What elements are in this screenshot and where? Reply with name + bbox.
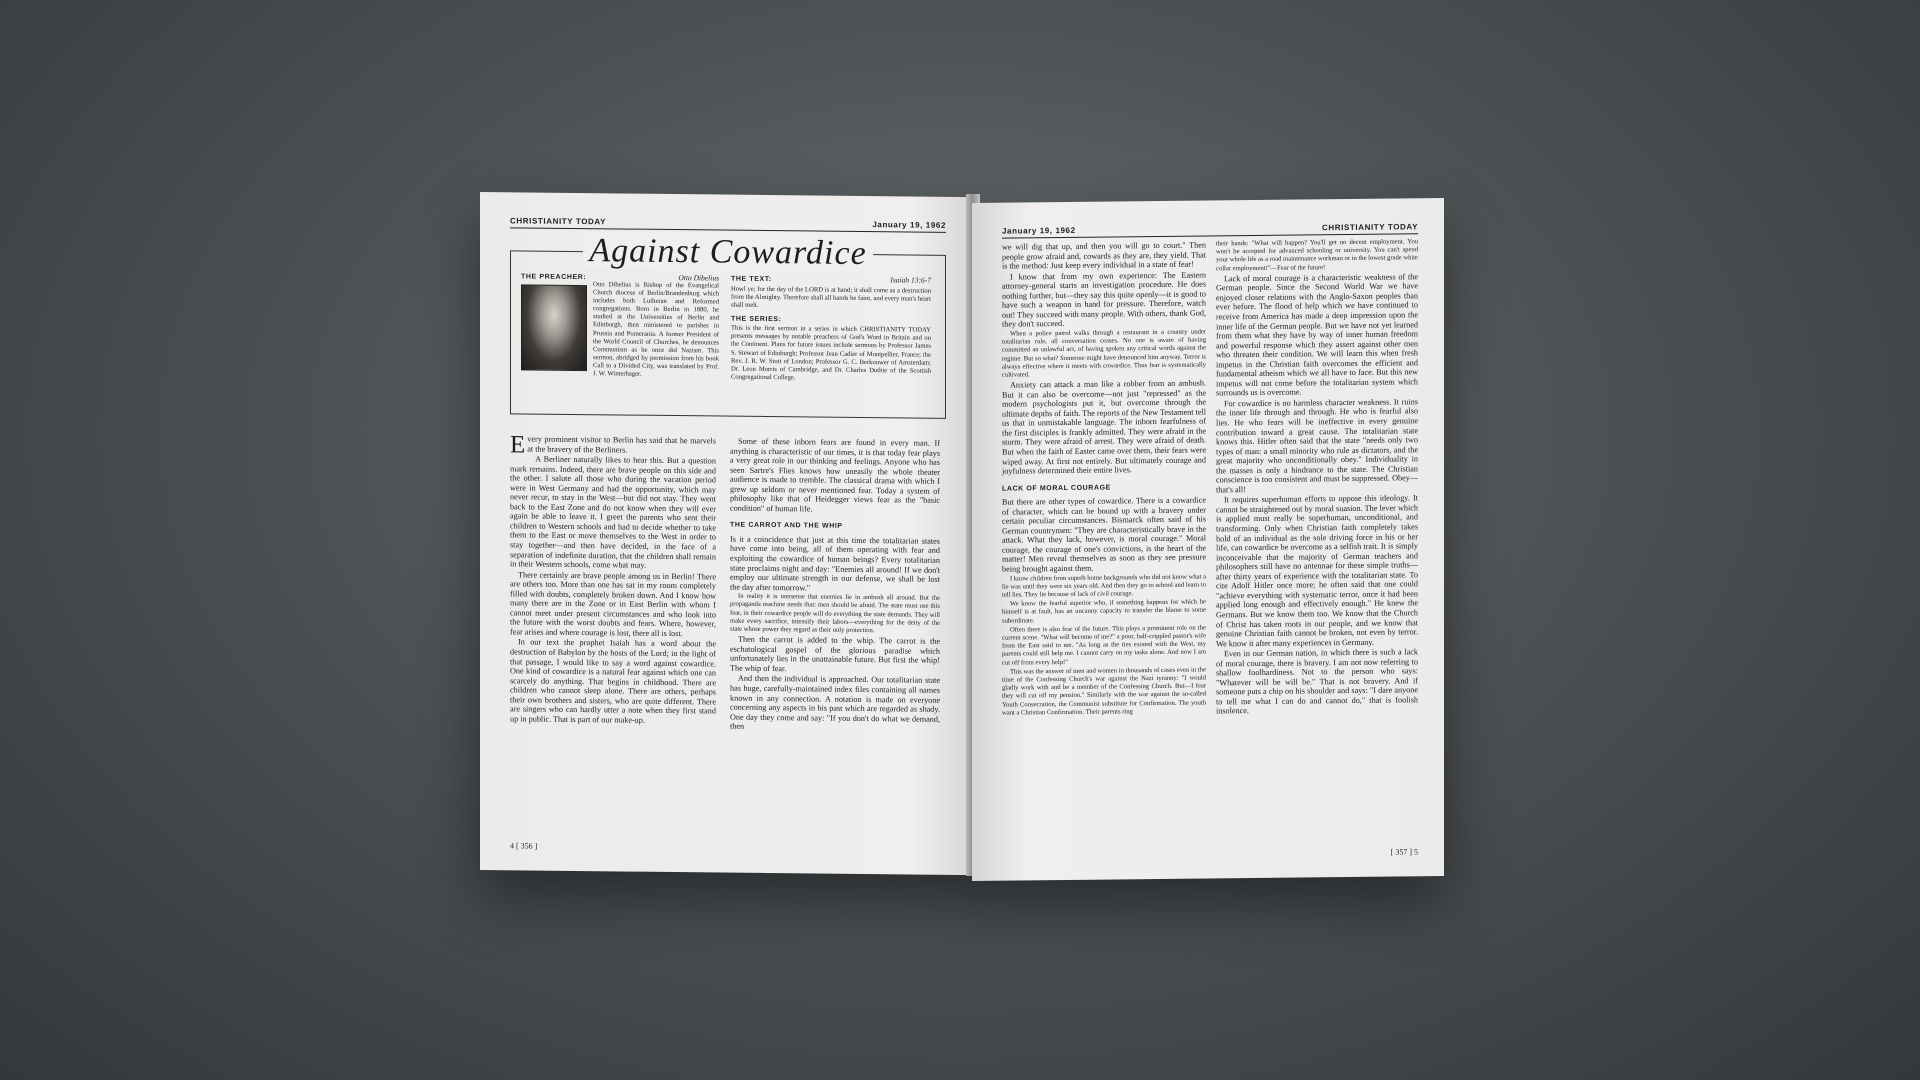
body-paragraph: In our text the prophet Isaiah has a word about the destruction of Babylon by the hosts of the Lord; in the light of that passage, I would like to say a word against cowardice. One kind of cowardice is a natural fear against which one can scarcely do anything. That begins in childhood. There are children who cannot sleep alone. There are others, perhaps their own brothers and sisters, who are quite different. There are singers who can hardly utter a note when they first stand up in public. That is part of our make-up. <box>510 637 716 725</box>
magazine-spread <box>480 192 1444 870</box>
preacher-section <box>521 271 719 379</box>
scripture-reference: Isaiah 13:6-7 <box>890 275 931 285</box>
preacher-bio: Otto Dibelius is Bishop of the Evangelical Church diocese of Berlin/Brandenburg which includes both Lutheran and Reformed congregations. Born in Berlin in 1880, he studied at the Universities of Berlin and Edinburgh, then ministered to parishes in Prussia and Pomerania. A former President of the World Council of Churches, he denounces Communism as he once did Nazism. This sermon, abridged by permission from his book Call to a Divided City, was translated by Prof. J. W. Winterhager. <box>593 281 719 378</box>
series-label: THE SERIES: <box>731 315 782 324</box>
small-paragraph: In reality it is nonsense that enemies lie in ambush all around. But the propaganda machine needs that: men should be afraid. The state must use this fear, in their cowardice people will do everything the state demands. They will make every sacrifice, intensify their labors—everything for the deity of the state whose power they regard as their only protection. <box>730 592 940 635</box>
right-page <box>972 198 1444 881</box>
right-column-2 <box>1216 238 1418 717</box>
section-heading: THE CARROT AND THE WHIP <box>730 521 843 531</box>
drop-cap: E <box>510 431 526 459</box>
left-column-2 <box>730 437 940 735</box>
body-paragraph: we will dig that up, and then you will go to court." Then people grow afraid and, cowards as they are, they yield. That is the method: Just keep every individual in a state of fear! <box>1002 240 1206 271</box>
body-paragraph: And then the individual is approached. Our totalitarian state has huge, carefully-maintained index files containing all names known in any connection. A notation is made on everyone concerning any aspects in his past which are regarded as shady. One day they come and say: "If you don't do what we demand, then <box>730 674 940 731</box>
body-paragraph: Then the carrot is added to the whip. The carrot is the eschatological gospel of the glorious paradise which unfortunately lies in the unattainable future. But first the whip! The whip of fear. <box>730 634 940 674</box>
small-paragraph: I know children from superb home backgrounds who did not know what a lie was until they were six years old. And then they go to school and learn to tell lies. They lie because of lack of civil courage. <box>1002 573 1206 599</box>
body-paragraph: A Berliner naturally likes to hear this. But a question mark remains. Indeed, there are brave people on this side and the other. I salute all those who during the vacation period were in West Germany and had the opportunity, which may never recur, to stay in the West—but did not stay. They went back to the East Zone and do not know when they will ever again be able to leave it. I greet the parents who sent their children to Western schools and had to decide whether to take them to the East or move themselves to the West in order to stay together—and then have decided, in the face of a separation of indefinite duration, that the children shall remain in their Western schools, come what may. <box>510 454 716 570</box>
small-paragraph: We know the fearful superior who, if something happens for which he himself is at fault, has an uncanny capacity to transfer the blame to some subordinate. <box>1002 598 1206 625</box>
issue-date: January 19, 1962 <box>1002 225 1076 236</box>
small-paragraph: This was the answer of men and women in thousands of cases even in the time of the Confessing Church's war against the Nazi tyranny: "I would gladly work with and be a member of the Confessing Church. But—I fear they will cut off my pension." Similarly with the war against the so-called Youth Consecration, the Communist substitute for Confirmation. The youth want a Christian Confirmation. Their parents ring <box>1002 666 1206 717</box>
body-paragraph: There certainly are brave people among us in Berlin! There are others too. More than one has sat in my room completely filled with doubts, completely broken down. And I know how many there are in the Zone or in East Berlin with whom I cannot meet under present circumstances and who look into the future with the worst doubts and fears. Where, however, fear arises and where courage is lost, there all is lost. <box>510 570 716 639</box>
body-paragraph: very prominent visitor to Berlin has said that he marvels at the bravery of the Berliners. <box>527 434 716 455</box>
body-paragraph: Some of these inborn fears are found in every man. If anything is characteristic of our times, it is that today fear plays a very great role in our thinking and feelings. Anyone who has seen Sartre's Flies knows how uneasily the whole theater audience is made to tremble. The classical drama with which I grew up seldom or never mentioned fear. Today a system of philosophy like that of Heidegger views fear as the "basic condition" of human life. <box>730 436 940 514</box>
body-paragraph: For cowardice is no harmless character weakness. It ruins the inner life through and through. He who is fearful also lies. He who fears will be ineffective in every genuine contribution toward a great cause. The totalitarian state knows this. Hitler often said that the state "needs only two types of man: a small minority who rule as dictators, and the great majority who unconditionally obey." Individuality in the masses is only a hindrance to the state. The Christian conscience is too consistent and must be suppressed. Obey—that's all! <box>1216 397 1418 495</box>
running-head <box>1002 222 1418 238</box>
sermon-info-box <box>510 232 946 419</box>
page-number: 4 [ 356 ] <box>510 841 538 851</box>
text-series-section <box>731 274 931 384</box>
issue-date: January 19, 1962 <box>872 220 946 230</box>
preacher-label: THE PREACHER: <box>521 273 587 282</box>
left-column-1 <box>510 431 716 727</box>
running-head <box>510 216 946 233</box>
right-column-1 <box>1002 240 1206 718</box>
body-paragraph: Anxiety can attack a man like a robber from an ambush. But it can also be overcome—not just "repressed" as the modern psychologists put it, but overcome through the ultimate depths of faith. The reports of the New Testament tell us that in unmistakable language. The inborn fearfulness of the first disciples is frankly admitted. They were afraid in the storm. They were afraid of arrest. They were afraid of death. But when the faith of Easter came over them, their fears were wiped away. At first not entirely. But ultimately courage and joyfulness determined their entire lives. <box>1002 378 1206 476</box>
preacher-name: Otto Dibelius <box>678 273 719 283</box>
left-page <box>480 192 972 875</box>
page-number: [ 357 ] 5 <box>1390 847 1418 857</box>
article-title: Against Cowardice <box>511 231 945 274</box>
body-paragraph: It requires superhuman efforts to oppose this ideology. It cannot be straightened out by moral suasion. The lever which is applied must really be superhuman, unconditional, and transforming. Only when Christian faith completely takes hold of an individual as the sole driving force in his or her life, can cowardice be overcome as a selfish trait. It is simply inconceivable that the majority of German teachers and philosophers still have no antennae for these simple truths—after thirty years of experience with the totalitarian state. To cite Adolf Hitler once more; he often said that one could "achieve everything with systematic terror, once it had been applied long enough and effectively enough." He knew the Germans. But we know them too. We know that the Church of Christ has taken roots in our people, and we know that genuine Christian faith cannot be broken, not even by terror. We know it after many experiences in Germany. <box>1216 493 1418 648</box>
magazine-name: CHRISTIANITY TODAY <box>510 216 606 227</box>
body-paragraph: But there are other types of cowardice. There is a cowardice of character, which can be bound up with a bravery under certain peculiar circumstances. Bismarck often said of his German countrymen: "They are characteristically brave in the attack. What they lack, however, is moral courage." Moral courage, the courage of one's convictions, is the heart of the matter! Men reveal themselves as soon as they see pressure being brought against them. <box>1002 495 1206 574</box>
small-paragraph: their hands: "What will happen? You'll get no decent employment. You won't be accepted for advanced schooling or university. You can't spend your whole life as a road maintenance workman or in the lowest grade white collar employment!"—Fear of the future! <box>1216 238 1418 272</box>
preacher-photo <box>521 284 587 371</box>
body-paragraph: I know that from my own experience: The Eastern attorney-general starts an investigation procedure. He does nothing further, but—they say this quite openly—it is good to have such a weapon in hand for pressure. Therefore, watch out! They succeed with many people. With others, thank God, they don't succeed. <box>1002 270 1206 330</box>
text-label: THE TEXT: <box>731 275 772 284</box>
section-heading: LACK OF MORAL COURAGE <box>1002 484 1111 493</box>
body-paragraph: Lack of moral courage is a characteristic weakness of the German people. Since the Second World War we have enjoyed closer relations with the Anglo-Saxon peoples than ever before. The flood of help which we have continued to receive from America has made a deep impression upon the inner life of the German people. But we have not yet learned from them what they have by way of inner human freedom and powerful response which they assert against other men who threaten their condition. We will learn this when fresh impetus in the Christian faith overcomes the efficient and fundamental atheism which we all have to face. But this new impetus will not come before the totalitarian system which surrounds us is overcome. <box>1216 272 1418 398</box>
small-paragraph: When a police patrol walks through a restaurant in a country under totalitarian rule, all conversation ceases. No one is aware of having committed an unlawful act, of having spoken any critical words against the regime. But so what? Someone might have denounced him anyway. Terror is always effective where it meets with cowardice. Thus fear is systematically cultivated. <box>1002 328 1206 379</box>
series-description: This is the first sermon in a series in which CHRISTIANITY TODAY presents messages by notable preachers of God's Word in Britain and on the Continent. Plans for future issues include sermons by Professor James S. Stewart of Edinburgh; Professor Jean Cadier of Montpellier, France; the Rev. J. R. W. Stott of London; Professor G. C. Berkouwer of Amsterdam; Dr. Leon Morris of Cambridge, and Dr. Charles Duthie of the Scottish Congregational College. <box>731 324 931 382</box>
scripture-text: Howl ye; for the day of the LORD is at hand; it shall come as a destruction from the Almighty. Therefore shall all hands be faint, and every man's heart shall melt. <box>731 285 931 310</box>
body-paragraph: Is it a coincidence that just at this time the totalitarian states have come into being, all of them operating with fear and exploiting the cowardice of human beings? Every totalitarian state proclaims night and day: "Enemies all around! If we don't employ our ultimate strength in our defense, we shall be lost the day after tomorrow." <box>730 534 940 593</box>
small-paragraph: Often there is also fear of the future. This plays a prominent role on the current scene. "What will become of me?" a poor, half-crippled pastor's wife from the East said to me. "As long as the ties existed with the West, my parents could still help me. I cannot carry on my tasks alone. And now I am cut off from every help!" <box>1002 624 1206 667</box>
body-paragraph: Even in our German nation, in which there is such a lack of moral courage, there is bravery. I am not now referring to shallow foolhardiness. Not to the person who says: "Whatever will be will be." That is not bravery. And if someone puts a chip on his shoulder and says: "I dare anyone to tell me what I can do and cannot do," that is foolish insolence. <box>1216 647 1418 716</box>
magazine-name: CHRISTIANITY TODAY <box>1322 222 1418 233</box>
